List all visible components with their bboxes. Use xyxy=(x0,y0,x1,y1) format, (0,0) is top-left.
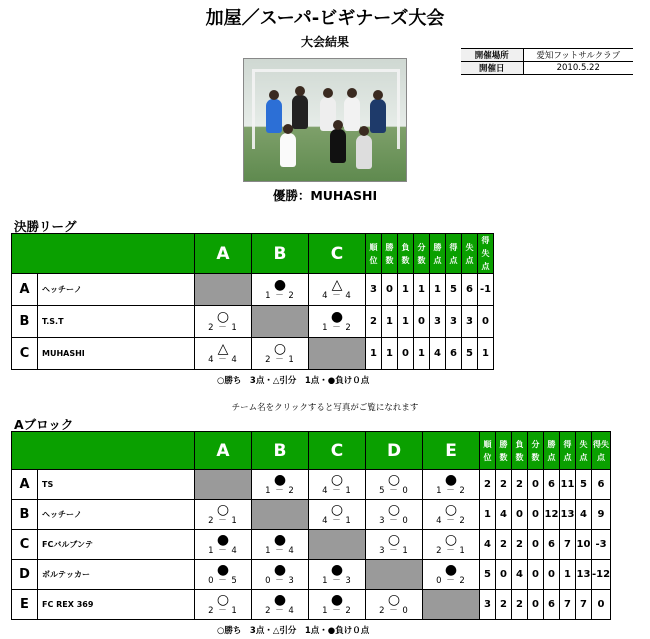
block-a-legend: ○勝ち 3点・△引分 1点・●負け０点 xyxy=(217,626,370,636)
stat-value: 3 xyxy=(366,274,382,306)
stat-value: 1 xyxy=(478,338,494,370)
match-result-cell xyxy=(195,530,252,560)
self-match-cell xyxy=(195,274,252,306)
stat-value: -12 xyxy=(592,560,611,590)
stat-value: 5 xyxy=(446,274,462,306)
block-a-table xyxy=(11,431,611,620)
result-score: 1 － 2 xyxy=(265,486,295,496)
photo-player xyxy=(280,133,296,167)
match-result-cell xyxy=(423,560,480,590)
stat-value: 2 xyxy=(512,590,528,620)
result-score: 2 － 1 xyxy=(208,606,238,616)
result-mark: ● xyxy=(330,309,344,325)
stat-header: 得点 xyxy=(560,432,576,470)
self-match-cell xyxy=(252,500,309,530)
stat-header: 失点 xyxy=(462,234,478,274)
match-result-cell xyxy=(252,560,309,590)
result-score: 1 － 4 xyxy=(208,546,238,556)
team-name-link[interactable]: T.S.T xyxy=(38,306,195,338)
stat-value: 0 xyxy=(528,530,544,560)
stat-value: 0 xyxy=(592,590,611,620)
stat-value: 9 xyxy=(592,500,611,530)
stat-value: 4 xyxy=(512,560,528,590)
result-score: 1 － 2 xyxy=(322,323,352,333)
column-header: D xyxy=(366,432,423,470)
stat-header: 負数 xyxy=(398,234,414,274)
self-match-cell xyxy=(252,306,309,338)
match-result-cell xyxy=(195,306,252,338)
match-result-cell xyxy=(423,500,480,530)
stat-value: 5 xyxy=(462,338,478,370)
self-match-cell xyxy=(366,560,423,590)
team-name-link[interactable]: MUHASHI xyxy=(38,338,195,370)
result-mark: ○ xyxy=(444,502,458,518)
stat-header: 得失点 xyxy=(478,234,494,274)
match-result-cell xyxy=(309,500,366,530)
column-header: A xyxy=(195,234,252,274)
result-mark: ○ xyxy=(330,472,344,488)
match-result-cell xyxy=(252,530,309,560)
result-mark: ● xyxy=(444,472,458,488)
result-score: 3 － 1 xyxy=(379,546,409,556)
stat-value: -3 xyxy=(592,530,611,560)
result-mark: ● xyxy=(330,562,344,578)
stat-value: 0 xyxy=(528,560,544,590)
result-mark: △ xyxy=(217,341,229,357)
match-result-cell xyxy=(195,560,252,590)
row-label: A xyxy=(12,470,38,500)
result-score: 2 － 4 xyxy=(265,606,295,616)
result-score: 2 － 1 xyxy=(265,355,295,365)
stat-value: 4 xyxy=(496,500,512,530)
result-mark: △ xyxy=(331,277,343,293)
team-name-link[interactable]: ボルテッカー xyxy=(38,560,195,590)
team-row xyxy=(12,338,494,370)
info-date-value: 2010.5.22 xyxy=(523,62,633,75)
team-row xyxy=(12,590,611,620)
result-score: 1 － 2 xyxy=(322,606,352,616)
block-a-header-row xyxy=(12,432,611,470)
result-mark: ○ xyxy=(444,532,458,548)
match-result-cell xyxy=(252,470,309,500)
result-score: 0 － 5 xyxy=(208,576,238,586)
team-row xyxy=(12,560,611,590)
result-score: 2 － 1 xyxy=(436,546,466,556)
result-score: 4 － 4 xyxy=(322,291,352,301)
row-label: B xyxy=(12,306,38,338)
match-result-cell xyxy=(366,500,423,530)
stat-value: 2 xyxy=(496,470,512,500)
stat-header: 順位 xyxy=(366,234,382,274)
column-header: C xyxy=(309,234,366,274)
team-name-link[interactable]: FCバルブンテ xyxy=(38,530,195,560)
result-mark: ● xyxy=(273,592,287,608)
match-result-cell xyxy=(309,470,366,500)
stat-value: 0 xyxy=(398,338,414,370)
stat-value: 6 xyxy=(544,530,560,560)
stat-value: 3 xyxy=(430,306,446,338)
stat-value: 0 xyxy=(478,306,494,338)
info-date-label: 開催日 xyxy=(461,62,523,75)
stat-value: 6 xyxy=(446,338,462,370)
result-score: 0 － 2 xyxy=(436,576,466,586)
team-row xyxy=(12,306,494,338)
stat-header: 分数 xyxy=(414,234,430,274)
result-score: 2 － 0 xyxy=(379,606,409,616)
result-mark: ○ xyxy=(330,502,344,518)
stat-header: 順位 xyxy=(480,432,496,470)
stat-header: 勝数 xyxy=(382,234,398,274)
row-label: C xyxy=(12,338,38,370)
stat-value: 0 xyxy=(512,500,528,530)
result-score: 4 － 1 xyxy=(322,516,352,526)
result-score: 4 － 4 xyxy=(208,355,238,365)
result-mark: ○ xyxy=(387,532,401,548)
match-result-cell xyxy=(423,530,480,560)
info-venue-value: 愛知フットサルクラブ xyxy=(523,49,633,62)
stat-value: 3 xyxy=(480,590,496,620)
stat-value: 2 xyxy=(480,470,496,500)
stat-value: 1 xyxy=(382,306,398,338)
stat-value: 2 xyxy=(496,590,512,620)
stat-value: 6 xyxy=(592,470,611,500)
result-mark: ○ xyxy=(216,502,230,518)
column-header: B xyxy=(252,432,309,470)
match-result-cell xyxy=(366,470,423,500)
stat-value: 0 xyxy=(528,500,544,530)
team-name-link[interactable]: ヘッチーノ xyxy=(38,500,195,530)
result-mark: ○ xyxy=(273,341,287,357)
stat-header: 負数 xyxy=(512,432,528,470)
stat-value: 5 xyxy=(576,470,592,500)
stat-value: 0 xyxy=(528,590,544,620)
stat-value: 4 xyxy=(480,530,496,560)
result-mark: ○ xyxy=(387,502,401,518)
result-mark: ○ xyxy=(216,309,230,325)
result-mark: ● xyxy=(216,532,230,548)
result-score: 0 － 3 xyxy=(265,576,295,586)
stat-value: 2 xyxy=(496,530,512,560)
row-label: D xyxy=(12,560,38,590)
photo-player xyxy=(292,95,308,129)
result-score: 1 － 3 xyxy=(322,576,352,586)
photo-player xyxy=(344,97,360,131)
stat-header: 得失点 xyxy=(592,432,611,470)
info-venue-label: 開催場所 xyxy=(461,49,523,62)
page-title: 加屋／スーパ-ビギナーズ大会 xyxy=(205,8,445,29)
stat-value: 0 xyxy=(496,560,512,590)
stat-value: 1 xyxy=(414,338,430,370)
block-a-title: Aブロック xyxy=(14,417,74,432)
team-name-link[interactable]: TS xyxy=(38,470,195,500)
row-label: A xyxy=(12,274,38,306)
stat-value: 12 xyxy=(544,500,560,530)
result-score: 2 － 1 xyxy=(208,323,238,333)
result-mark: ○ xyxy=(387,472,401,488)
stat-header: 勝数 xyxy=(496,432,512,470)
champion-team-photo xyxy=(243,58,407,182)
stat-value: 2 xyxy=(512,470,528,500)
stat-header: 失点 xyxy=(576,432,592,470)
stat-value: 7 xyxy=(576,590,592,620)
stat-value: 11 xyxy=(560,470,576,500)
match-result-cell xyxy=(252,590,309,620)
photo-player xyxy=(266,99,282,133)
result-score: 1 － 2 xyxy=(436,486,466,496)
stat-value: 3 xyxy=(462,306,478,338)
self-match-cell xyxy=(423,590,480,620)
info-row-venue xyxy=(461,49,633,62)
stat-header: 勝点 xyxy=(544,432,560,470)
result-score: 4 － 1 xyxy=(322,486,352,496)
stat-value: 6 xyxy=(544,590,560,620)
column-header: C xyxy=(309,432,366,470)
match-result-cell xyxy=(252,338,309,370)
stat-value: 2 xyxy=(512,530,528,560)
stat-value: 7 xyxy=(560,530,576,560)
photo-player xyxy=(330,129,346,163)
photo-player xyxy=(370,99,386,133)
stat-value: 13 xyxy=(560,500,576,530)
row-label: B xyxy=(12,500,38,530)
stat-header: 得点 xyxy=(446,234,462,274)
match-result-cell xyxy=(195,500,252,530)
match-result-cell xyxy=(366,590,423,620)
team-row xyxy=(12,530,611,560)
stat-value: 1 xyxy=(560,560,576,590)
column-header: E xyxy=(423,432,480,470)
self-match-cell xyxy=(195,470,252,500)
row-label: E xyxy=(12,590,38,620)
stat-value: 1 xyxy=(480,500,496,530)
result-mark: ● xyxy=(273,472,287,488)
final-league-title: 決勝リーグ xyxy=(14,219,77,234)
column-header: B xyxy=(252,234,309,274)
stat-value: 13 xyxy=(576,560,592,590)
stat-value: 4 xyxy=(576,500,592,530)
result-mark: ○ xyxy=(387,592,401,608)
match-result-cell xyxy=(366,530,423,560)
match-result-cell xyxy=(423,470,480,500)
result-mark: ● xyxy=(216,562,230,578)
winner-caption: 優勝：MUHASHI xyxy=(272,188,378,203)
header-blank xyxy=(12,432,195,470)
match-result-cell xyxy=(309,306,366,338)
team-row xyxy=(12,274,494,306)
stat-value: 0 xyxy=(414,306,430,338)
stat-value: 3 xyxy=(446,306,462,338)
final-league-table xyxy=(11,233,494,370)
stat-value: 1 xyxy=(398,274,414,306)
result-mark: ○ xyxy=(216,592,230,608)
team-name-link[interactable]: ヘッチーノ xyxy=(38,274,195,306)
result-score: 1 － 2 xyxy=(265,291,295,301)
team-row xyxy=(12,470,611,500)
stat-value: 4 xyxy=(430,338,446,370)
stat-value: 7 xyxy=(560,590,576,620)
column-header: A xyxy=(195,432,252,470)
final-header-row xyxy=(12,234,494,274)
team-name-link[interactable]: FC REX 369 xyxy=(38,590,195,620)
result-score: 3 － 0 xyxy=(379,516,409,526)
stat-value: 1 xyxy=(366,338,382,370)
result-score: 1 － 4 xyxy=(265,546,295,556)
event-info-table xyxy=(461,48,633,75)
stat-header: 勝点 xyxy=(430,234,446,274)
row-label: C xyxy=(12,530,38,560)
stat-value: -1 xyxy=(478,274,494,306)
stat-header: 分数 xyxy=(528,432,544,470)
photo-click-note: チーム名をクリックすると写真がご覧になれます xyxy=(231,403,419,413)
header-blank xyxy=(12,234,195,274)
match-result-cell xyxy=(195,338,252,370)
stat-value: 10 xyxy=(576,530,592,560)
stat-value: 0 xyxy=(544,560,560,590)
result-mark: ● xyxy=(444,562,458,578)
result-score: 4 － 2 xyxy=(436,516,466,526)
match-result-cell xyxy=(252,274,309,306)
team-row xyxy=(12,500,611,530)
result-mark: ● xyxy=(273,277,287,293)
result-mark: ● xyxy=(273,562,287,578)
match-result-cell xyxy=(309,274,366,306)
stat-value: 6 xyxy=(544,470,560,500)
stat-value: 0 xyxy=(382,274,398,306)
final-legend: ○勝ち 3点・△引分 1点・●負け０点 xyxy=(217,376,370,386)
result-mark: ● xyxy=(273,532,287,548)
result-score: 5 － 0 xyxy=(379,486,409,496)
result-score: 2 － 1 xyxy=(208,516,238,526)
match-result-cell xyxy=(309,590,366,620)
stat-value: 6 xyxy=(462,274,478,306)
info-row-date xyxy=(461,62,633,75)
self-match-cell xyxy=(309,338,366,370)
stat-value: 1 xyxy=(430,274,446,306)
stat-value: 2 xyxy=(366,306,382,338)
result-mark: ● xyxy=(330,592,344,608)
page-subtitle: 大会結果 xyxy=(300,35,349,49)
stat-value: 5 xyxy=(480,560,496,590)
stat-value: 1 xyxy=(414,274,430,306)
stat-value: 1 xyxy=(398,306,414,338)
stat-value: 0 xyxy=(528,470,544,500)
self-match-cell xyxy=(309,530,366,560)
stat-value: 1 xyxy=(382,338,398,370)
match-result-cell xyxy=(195,590,252,620)
photo-player xyxy=(356,135,372,169)
match-result-cell xyxy=(309,560,366,590)
